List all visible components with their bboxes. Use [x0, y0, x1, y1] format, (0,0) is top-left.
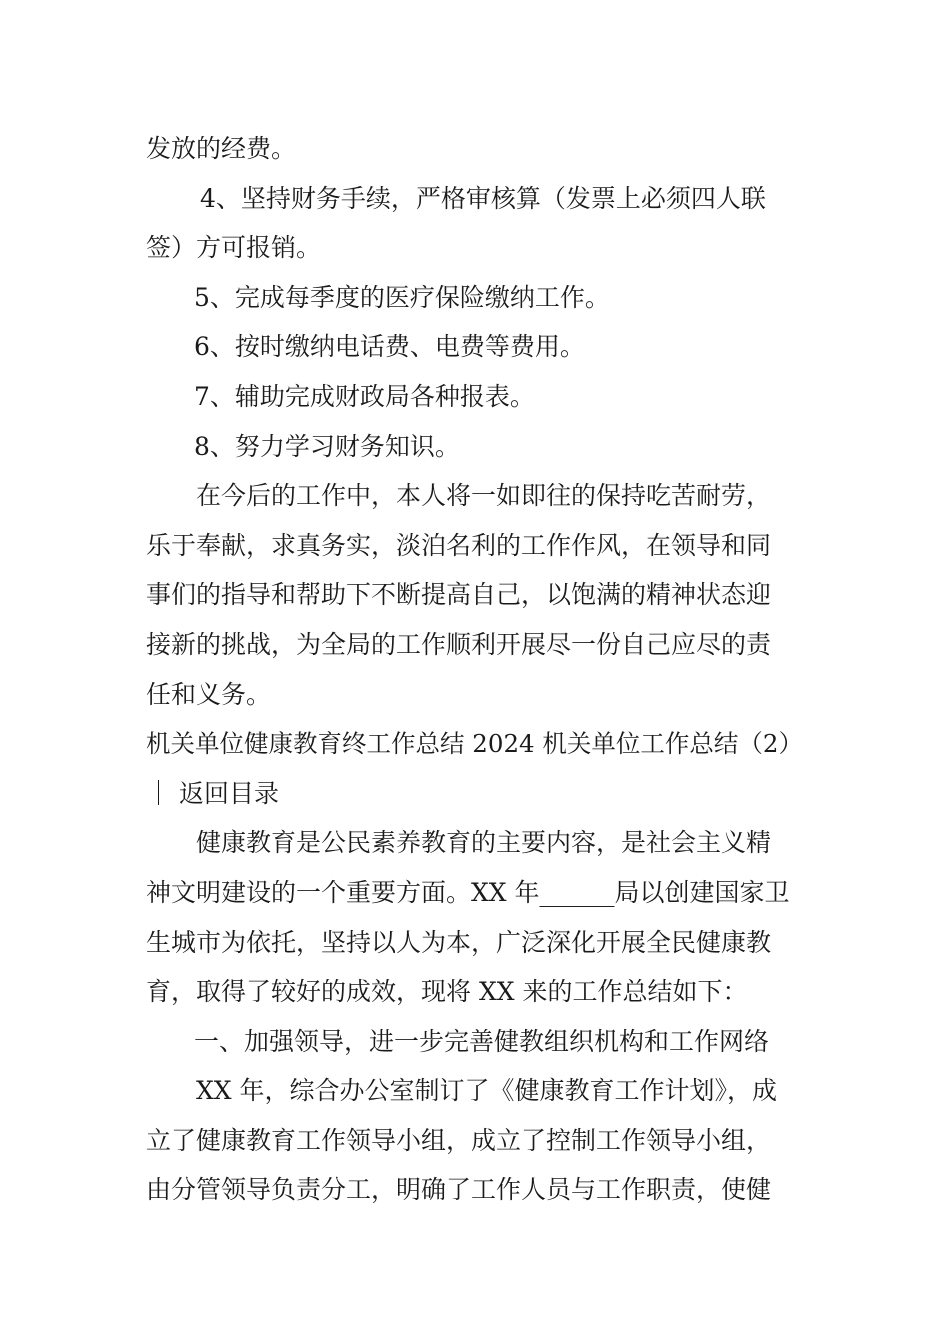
list-item-6: 6、按时缴纳电话费、电费等费用。: [194, 332, 585, 362]
text-line: 神文明建设的一个重要方面。XX 年______局以创建国家卫: [146, 877, 790, 907]
subheading: 一、加强领导，进一步完善健教组织机构和工作网络: [194, 1026, 770, 1056]
paragraph-start: 健康教育是公民素养教育的主要内容，是社会主义精: [196, 828, 772, 858]
list-item-8: 8、努力学习财务知识。: [194, 431, 460, 461]
text-line: 立了健康教育工作领导小组，成立了控制工作领导小组，: [146, 1125, 772, 1155]
text-line: 任和义务。: [146, 679, 272, 709]
list-item-5: 5、完成每季度的医疗保险缴纳工作。: [194, 282, 610, 312]
document-body: [146, 124, 810, 1215]
list-item-4: 4、坚持财务手续，严格审核算（发票上必须四人联: [200, 183, 766, 213]
back-to-contents-link[interactable]: ｜ 返回目录: [146, 778, 279, 808]
text-line: 由分管领导负责分工，明确了工作人员与工作职责，使健: [146, 1175, 772, 1205]
text-line: 签）方可报销。: [146, 233, 322, 263]
text-line: 乐于奉献，求真务实，淡泊名利的工作作风，在领导和同: [146, 530, 772, 560]
text-line: 接新的挑战，为全局的工作顺利开展尽一份自己应尽的责: [146, 629, 772, 659]
text-line: 生城市为依托，坚持以人为本，广泛深化开展全民健康教: [146, 927, 772, 957]
text-line: 育，取得了较好的成效，现将 XX 来的工作总结如下：: [146, 977, 748, 1007]
paragraph-start: XX 年，综合办公室制订了《健康教育工作计划》，成: [196, 1076, 778, 1106]
list-item-7: 7、辅助完成财政局各种报表。: [194, 381, 535, 411]
section-title: 机关单位健康教育终工作总结 2024 机关单位工作总结（2）: [146, 729, 804, 759]
paragraph-start: 在今后的工作中，本人将一如即往的保持吃苦耐劳，: [196, 481, 772, 511]
text-line: 发放的经费。: [146, 134, 297, 163]
text-line: 事们的指导和帮助下不断提高自己，以饱满的精神状态迎: [146, 580, 772, 610]
